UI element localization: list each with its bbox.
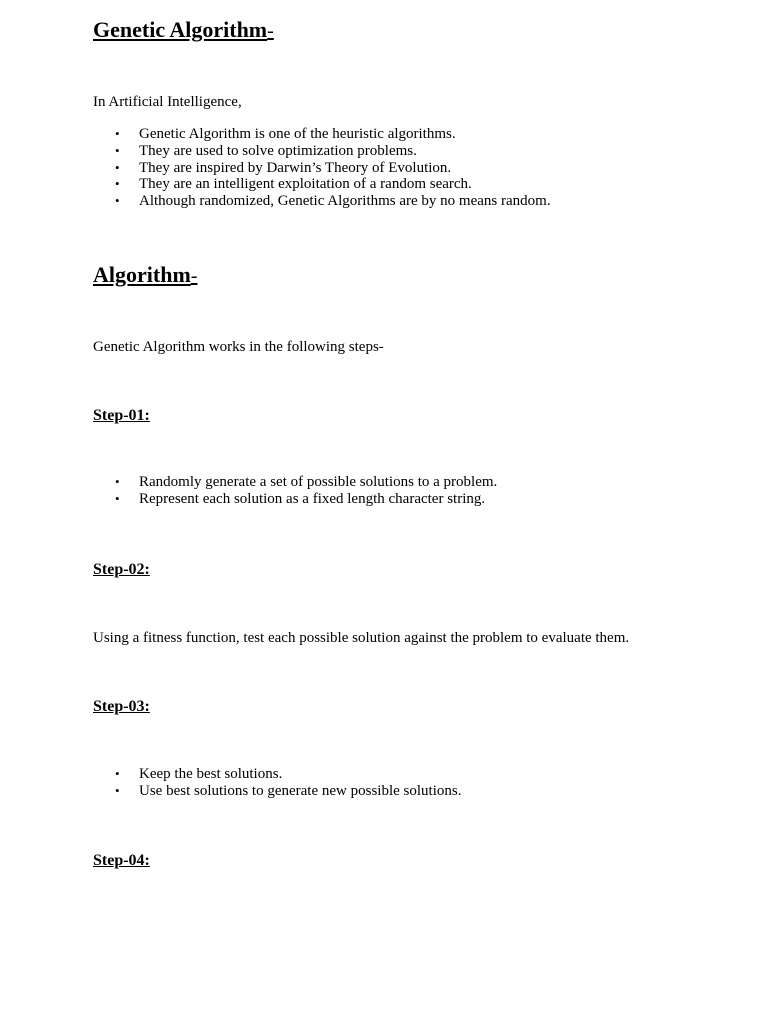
- list-item-text: Randomly generate a set of possible solutions to a problem.: [139, 474, 498, 490]
- bullet-icon: •: [115, 142, 120, 158]
- list-item: [93, 766, 461, 783]
- title-text: Algorithm: [93, 262, 191, 287]
- step-02-text: Using a fitness function, test each possible solution against the problem to evaluate them.: [93, 630, 630, 646]
- bullet-icon: •: [115, 159, 120, 175]
- list-item-text: Although randomized, Genetic Algorithms are by no means random.: [139, 193, 551, 210]
- list-item-text: They are inspired by Darwin’s Theory of Evolution.: [139, 159, 452, 176]
- step-01-bullet-list: [93, 474, 497, 508]
- step-03-heading: Step-03:: [93, 698, 150, 715]
- title-dash: -: [267, 20, 274, 42]
- bullet-icon: •: [115, 126, 120, 141]
- list-item: [93, 783, 461, 800]
- list-item: [93, 474, 497, 491]
- intro-bullet-list: [93, 126, 551, 210]
- list-item-text: Keep the best solutions.: [139, 766, 283, 782]
- step-03-bullet-list: [93, 766, 461, 800]
- title-text: Genetic Algorithm: [93, 17, 268, 42]
- bullet-icon: •: [115, 782, 120, 798]
- section-title-genetic-algorithm: [93, 17, 274, 44]
- bullet-icon: •: [115, 490, 120, 506]
- list-item-text: Use best solutions to generate new possible solutions.: [139, 782, 462, 799]
- bullet-icon: •: [115, 176, 120, 192]
- bullet-icon: •: [115, 474, 120, 489]
- list-item-text: Genetic Algorithm is one of the heuristic algorithms.: [139, 126, 456, 142]
- bullet-icon: •: [115, 766, 120, 781]
- list-item-text: They are an intelligent exploitation of a random search.: [139, 176, 472, 193]
- list-item: [93, 160, 551, 177]
- list-item: [93, 491, 497, 508]
- list-item: [93, 176, 551, 193]
- list-item-text: They are used to solve optimization problems.: [139, 142, 417, 159]
- list-item: [93, 193, 551, 210]
- list-item: [93, 143, 551, 160]
- title-dash: -: [190, 265, 198, 287]
- intro-text: In Artificial Intelligence,: [93, 94, 242, 110]
- step-02-heading: Step-02:: [93, 561, 150, 578]
- list-item-text: Represent each solution as a fixed length character string.: [139, 490, 486, 507]
- bullet-icon: •: [115, 193, 120, 209]
- list-item: [93, 126, 551, 143]
- step-04-heading: Step-04:: [93, 852, 150, 869]
- steps-intro-text: Genetic Algorithm works in the following steps-: [93, 339, 384, 355]
- section-title-algorithm: [93, 262, 197, 289]
- step-01-heading: Step-01:: [93, 407, 150, 424]
